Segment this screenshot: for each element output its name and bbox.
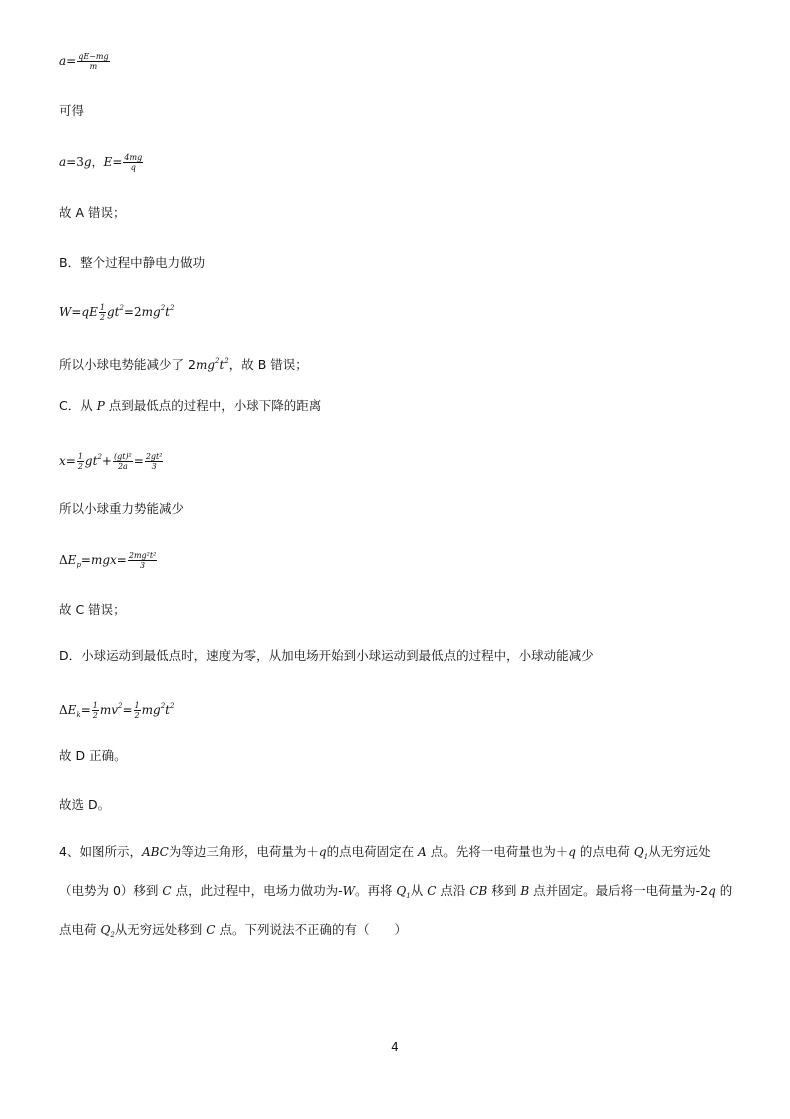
q4-t3: 的点电荷固定在 [326,844,419,859]
text-c-mid: 所以小球重力势能减少 [59,501,185,516]
text-gu-c: 故 C 错误； [59,602,126,617]
text-gu-xuan: 故选 D。 [59,797,111,812]
c-head-pre: C．从 [59,398,97,413]
formula-potential: $\Delta E_p=mgx=$ $\frac{\text{2mg²t²}}{3}$ [59,551,157,570]
page-number: 4 [391,1040,399,1054]
formula-a-E: a=3g，E= $\frac{4mg}{q}$ [59,153,143,172]
q4-t7: 点，此过程中，电场力做功为- [171,883,343,898]
q4-t6: 从无穷远处（电势为 0）移到 [59,844,711,898]
text-ke-de: 可得 [59,103,85,118]
formula-kinetic: $\Delta E_k=$ $\frac{1}{2}$ $mv^2=$ $\frac{1}{2}$ $mg^2t^2$ [59,701,175,720]
text-d-head: D．小球运动到最低点时，速度为零，从加电场开始到小球运动到最低点的过程中，小球动能减少 [59,648,594,663]
b-result-post: ，故 B 错误； [228,357,308,372]
q4-t10: 点沿 [436,883,470,898]
text-gu-a: 故 A 错误； [59,205,126,220]
q4-t4: 点。先将一电荷量也为＋ [426,844,569,859]
q4-t14: 从无穷远处移到 [114,922,207,937]
q4-t5: 的点电荷 [575,844,634,859]
q4-t12: 点并固定。最后将一电荷量为-2 [529,883,709,898]
question-4: 4、如图所示，ABC为等边三角形，电荷量为＋q的点电荷固定在 A 点。先将一电荷量也为＋q 的点电荷 $Q_1$从无穷远处（电势为 0）移到 C 点，此过程中，电场力做功为-W。再将 $Q_1$从 C 点沿 CB 移到 B 点并固定。最后将一电荷量为-2q 的点电荷 $Q_2$从无穷远处移到 C 点。下列说法不正确的有（ ） [59,844,733,939]
formula-distance: x= $\frac{1}{2}$ $gt^2+$ $\frac{\text{(gt)²}}{2a}$ = $\frac{\text{2gt²}}{3}$ [59,452,163,471]
q4-t13: 的点电荷 [59,883,733,937]
c-head-post: 点到最低点的过程中，小球下降的距离 [104,398,322,413]
q4-t8: 。再将 [354,883,397,898]
b-result-pre: 所以小球电势能减少了 2 [59,357,196,372]
q4-t2: 为等边三角形，电荷量为＋ [168,844,319,859]
formula-acceleration: a= $\frac{qE-mg}{m}$ [59,52,109,71]
text-c-head: C．从 P 点到最低点的过程中，小球下降的距离 [59,398,322,413]
formula-work: W=qE $\frac{1}{2}$ $gt^2=2mg^2t^2$ [59,303,175,322]
text-b-head: B．整个过程中静电力做功 [59,255,206,270]
q4-t15: 点。下列说法不正确的有（ ） [215,922,407,937]
text-gu-d: 故 D 正确。 [59,748,127,763]
q4-t9: 从 [410,883,428,898]
q4-t1: 4、如图所示， [59,844,142,859]
q4-t11: 移到 [487,883,521,898]
text-b-result: 所以小球电势能减少了 $2mg^2t^2$，故 B 错误； [59,357,308,372]
